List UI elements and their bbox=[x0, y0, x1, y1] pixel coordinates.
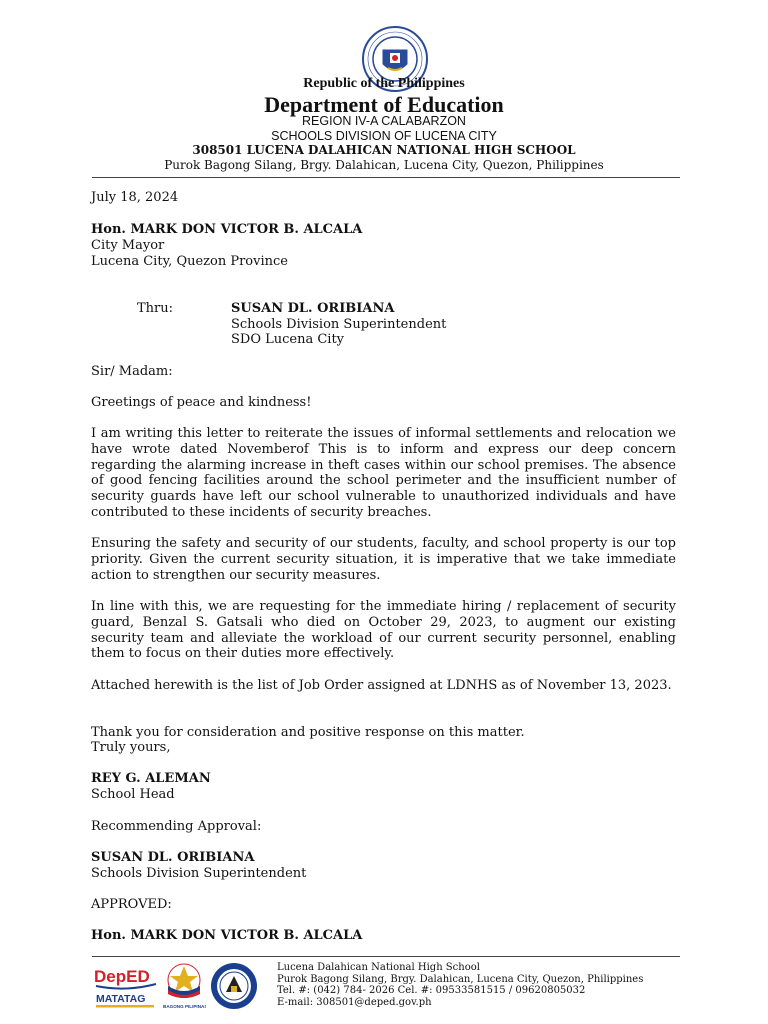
matatag-logo-text: MATATAG bbox=[96, 993, 146, 1005]
recommender-title: Schools Division Superintendent bbox=[91, 866, 307, 881]
signatory-title: School Head bbox=[91, 787, 175, 802]
approved-label: APPROVED: bbox=[91, 897, 172, 912]
letter-date: July 18, 2024 bbox=[91, 190, 179, 205]
header-republic: Republic of the Philippines bbox=[303, 76, 465, 91]
paragraph-3: In line with this, we are requesting for the immediate hiring / replacement of security guard, Benzal S. Gatsali who died on October 29, 2023, to augment our existing security team and alleviate the workload of our current security personnel, enabling them to focus on their duties more effectively. bbox=[91, 599, 676, 662]
bagong-pilipinas-text: BAGONG PILIPINAS bbox=[163, 1004, 206, 1009]
recommender-name: SUSAN DL. ORIBIANA bbox=[91, 850, 255, 865]
footer-school: Lucena Dalahican National High School bbox=[277, 962, 480, 973]
footer-email: E-mail: 308501@deped.gov.ph bbox=[277, 996, 432, 1008]
paragraph-2: Ensuring the safety and security of our students, faculty, and school property is our top priority. Given the current security situation, it is imperative that we take immediate action to strengthen our security measures. bbox=[91, 536, 676, 583]
recommending-label: Recommending Approval: bbox=[91, 819, 262, 834]
thanks-line: Thank you for consideration and positive response on this matter. bbox=[91, 725, 525, 740]
header-division: SCHOOLS DIVISION OF LUCENA CITY bbox=[271, 129, 497, 143]
thru-title: Schools Division Superintendent bbox=[231, 317, 447, 332]
footer-phone: Tel. #: (042) 784- 2026 Cel. #: 09533581515 / 09620805032 bbox=[277, 985, 586, 997]
school-seal-logo bbox=[210, 962, 258, 1010]
closing-line: Truly yours, bbox=[91, 740, 171, 755]
thru-label: Thru: bbox=[137, 301, 174, 316]
deped-matatag-logo bbox=[92, 962, 160, 1012]
recipient-title: City Mayor bbox=[91, 238, 165, 253]
header-divider bbox=[92, 177, 680, 178]
thru-name: SUSAN DL. ORIBIANA bbox=[231, 301, 395, 316]
header-department: Department of Education bbox=[264, 92, 504, 117]
footer-divider bbox=[92, 956, 680, 957]
recipient-name: Hon. MARK DON VICTOR B. ALCALA bbox=[91, 222, 363, 237]
paragraph-1: I am writing this letter to reiterate the issues of informal settlements and relocation we have wrote dated Novemberof This is to inform and express our deep concern regarding the alarming increase in theft cases within our school premises. The absence of good fencing facilities around the school perimeter and the insufficient number of security guards have left our school vulnerable to unauthorized individuals and have contributed to these incidents of security breaches. bbox=[91, 426, 676, 520]
bagong-pilipinas-logo bbox=[162, 960, 206, 1010]
salutation: Sir/ Madam: bbox=[91, 364, 173, 379]
paragraph-4: Attached herewith is the list of Job Order assigned at LDNHS as of November 13, 2023. bbox=[91, 678, 672, 693]
header-school: 308501 LUCENA DALAHICAN NATIONAL HIGH SCHOOL bbox=[192, 143, 576, 157]
header-region: REGION IV-A CALABARZON bbox=[302, 114, 466, 128]
greeting: Greetings of peace and kindness! bbox=[91, 395, 312, 410]
footer-address: Purok Bagong Silang, Brgy. Dalahican, Lucena City, Quezon, Philippines bbox=[277, 973, 644, 985]
thru-office: SDO Lucena City bbox=[231, 332, 345, 347]
approver-name: Hon. MARK DON VICTOR B. ALCALA bbox=[91, 928, 363, 943]
signatory-name: REY G. ALEMAN bbox=[91, 771, 211, 786]
header-address: Purok Bagong Silang, Brgy. Dalahican, Lucena City, Quezon, Philippines bbox=[164, 158, 604, 172]
recipient-location: Lucena City, Quezon Province bbox=[91, 254, 288, 269]
deped-logo-text: DepED bbox=[94, 967, 150, 986]
